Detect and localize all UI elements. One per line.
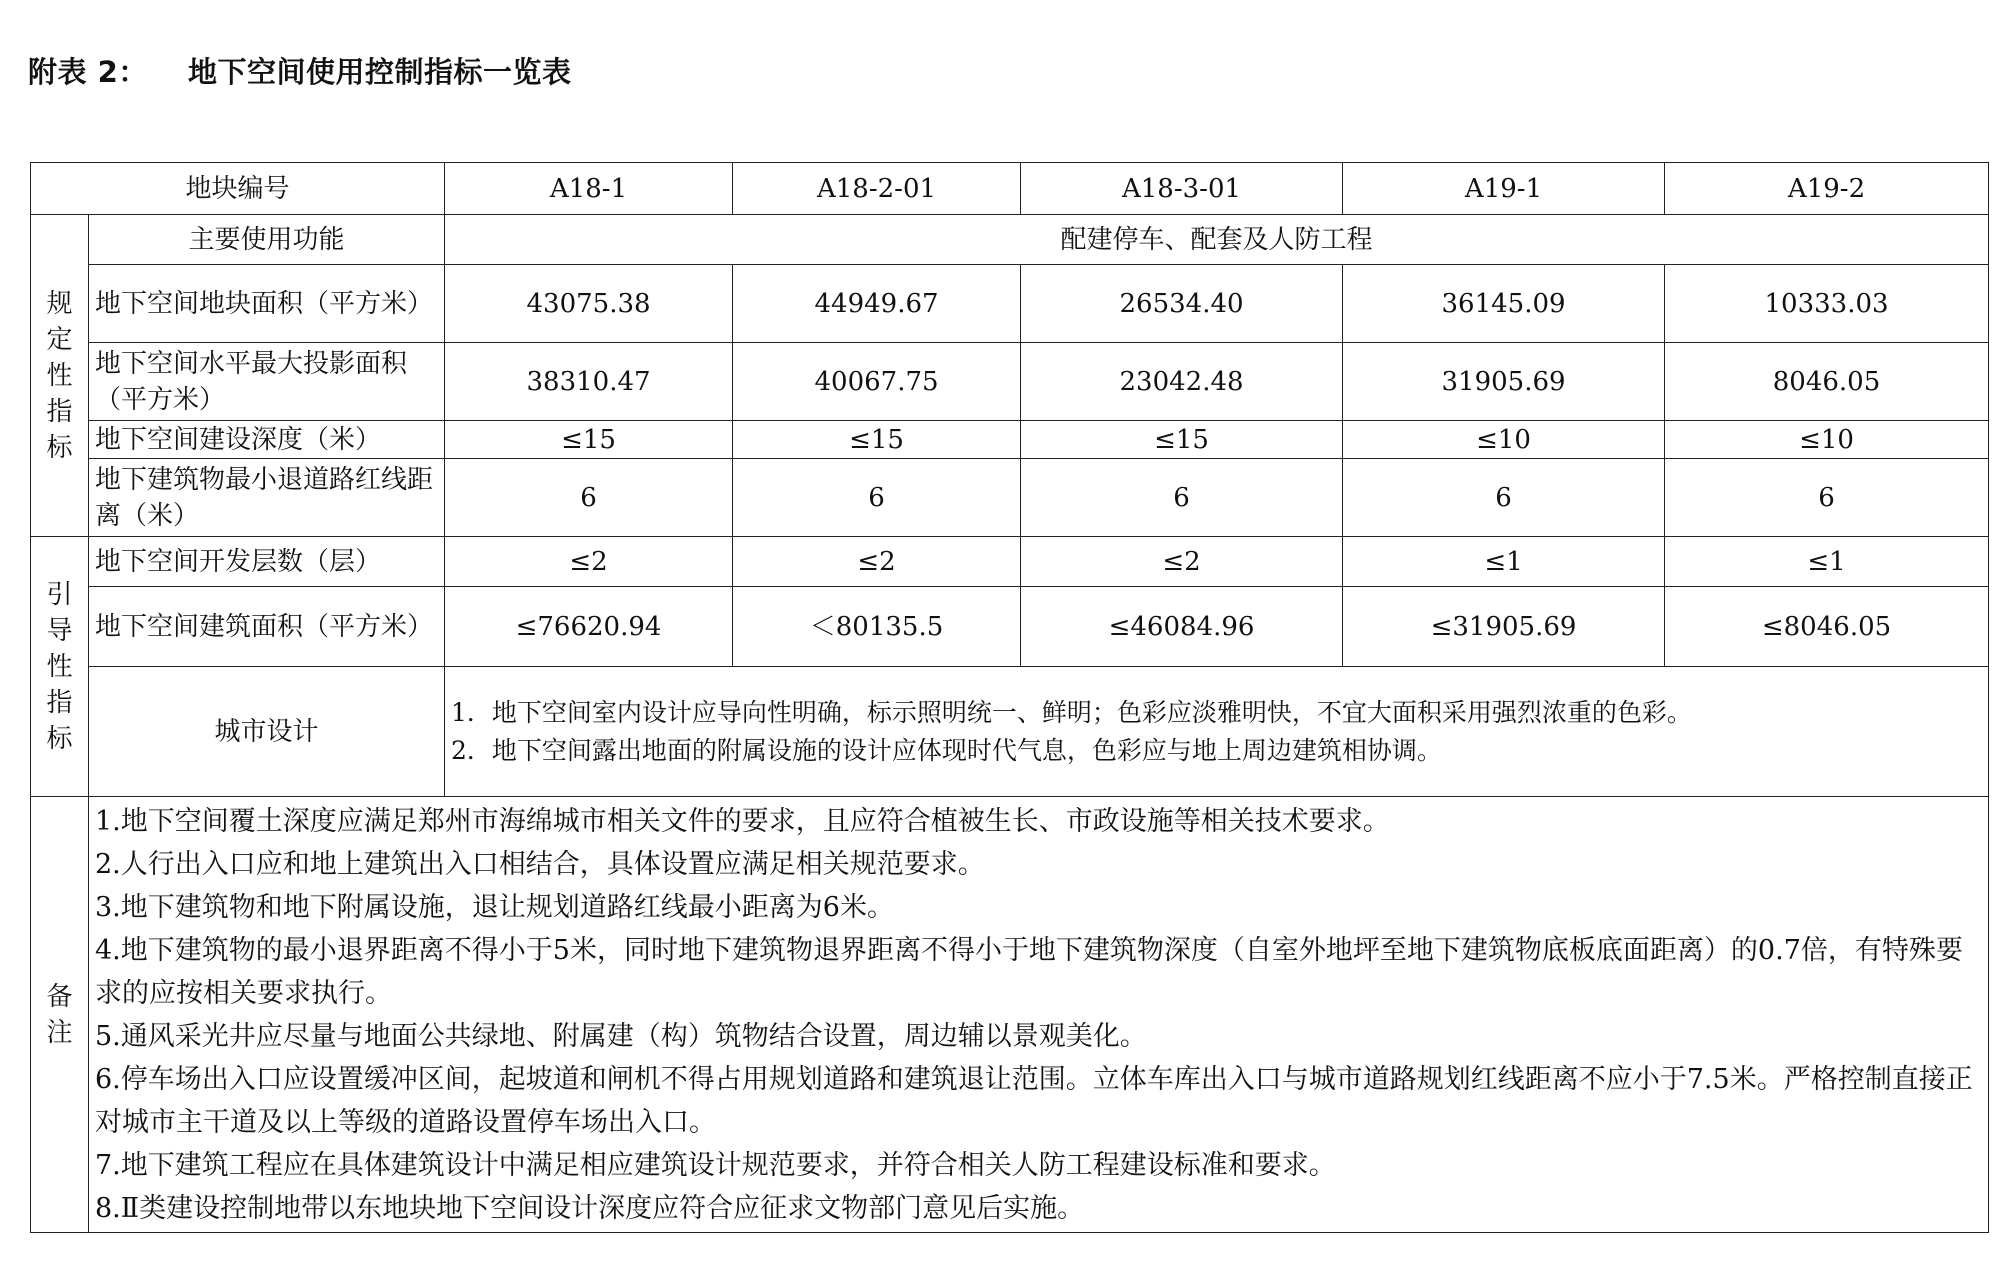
remark-item: 5.通风采光井应尽量与地面公共绿地、附属建（构）筑物结合设置，周边辅以景观美化。: [95, 1020, 1147, 1052]
table-row: [31, 215, 1989, 265]
cell-value: 6: [445, 459, 733, 537]
cell-value: 40067.75: [733, 343, 1021, 421]
remarks-row: [31, 797, 1989, 1233]
cell-value: 6: [733, 459, 1021, 537]
cell-value: ≤46084.96: [1021, 587, 1343, 667]
control-index-table: [30, 162, 1989, 1233]
mandatory-group-label: 规 定 性 指 标: [31, 215, 89, 537]
header-row: [31, 163, 1989, 215]
row-label: 地下空间建设深度（米）: [89, 421, 445, 459]
plot-header: A19-2: [1665, 163, 1989, 215]
main-function-value: 配建停车、配套及人防工程: [445, 215, 1989, 265]
title-text: 地下空间使用控制指标一览表: [188, 55, 572, 89]
urban-design-text: [445, 667, 1989, 797]
remark-item: 7.地下建筑工程应在具体建筑设计中满足相应建筑设计规范要求，并符合相关人防工程建设标准和要求。: [95, 1149, 1336, 1181]
remark-item: 2.人行出入口应和地上建筑出入口相结合，具体设置应满足相关规范要求。: [95, 848, 985, 880]
remark-item: 6.停车场出入口应设置缓冲区间，起坡道和闸机不得占用规划道路和建筑退让范围。立体车库出入口与城市道路规划红线距离不应小于7.5米。严格控制直接正对城市主干道及以上等级的道路设置停车场出入口。: [95, 1063, 1973, 1138]
cell-value: ≤1: [1343, 537, 1665, 587]
table-row: [31, 265, 1989, 343]
remarks-text: [89, 797, 1989, 1233]
table-row: [31, 667, 1989, 797]
remark-item: 1.地下空间覆土深度应满足郑州市海绵城市相关文件的要求，且应符合植被生长、市政设施等相关技术要求。: [95, 805, 1390, 837]
cell-value: 6: [1343, 459, 1665, 537]
appendix-label: 附表 2：: [28, 55, 148, 89]
cell-value: 31905.69: [1343, 343, 1665, 421]
plot-header: A18-1: [445, 163, 733, 215]
table-row: [31, 459, 1989, 537]
cell-value: ≤15: [1021, 421, 1343, 459]
row-label: 地下建筑物最小退道路红线距离（米）: [89, 459, 445, 537]
row-label: 地下空间水平最大投影面积（平方米）: [89, 343, 445, 421]
cell-value: 38310.47: [445, 343, 733, 421]
remark-item: 8.Ⅱ类建设控制地带以东地块地下空间设计深度应符合应征求文物部门意见后实施。: [95, 1192, 1085, 1224]
plot-header: A19-1: [1343, 163, 1665, 215]
cell-value: ≤15: [445, 421, 733, 459]
cell-value: ≤8046.05: [1665, 587, 1989, 667]
urban-design-item: 1．地下空间室内设计应导向性明确，标示照明统一、鲜明；色彩应淡雅明快，不宜大面积采用强烈浓重的色彩。: [451, 697, 1692, 727]
cell-value: 6: [1665, 459, 1989, 537]
document-title: [28, 50, 572, 91]
cell-value: ＜80135.5: [733, 587, 1021, 667]
cell-value: ≤2: [445, 537, 733, 587]
cell-value: ≤15: [733, 421, 1021, 459]
cell-value: ≤2: [733, 537, 1021, 587]
plot-number-header: 地块编号: [31, 163, 445, 215]
urban-design-item: 2．地下空间露出地面的附属设施的设计应体现时代气息，色彩应与地上周边建筑相协调。: [451, 735, 1442, 765]
table-row: [31, 343, 1989, 421]
remark-item: 4.地下建筑物的最小退界距离不得小于5米，同时地下建筑物退界距离不得小于地下建筑物深度（自室外地坪至地下建筑物底板底面距离）的0.7倍，有特殊要求的应按相关要求执行。: [95, 934, 1963, 1009]
remarks-group-label: 备 注: [31, 797, 89, 1233]
plot-header: A18-2-01: [733, 163, 1021, 215]
row-label: 地下空间地块面积（平方米）: [89, 265, 445, 343]
cell-value: 6: [1021, 459, 1343, 537]
table-row: [31, 587, 1989, 667]
table-row: [31, 421, 1989, 459]
cell-value: ≤10: [1343, 421, 1665, 459]
row-label: 主要使用功能: [89, 215, 445, 265]
cell-value: ≤31905.69: [1343, 587, 1665, 667]
guiding-group-label: 引 导 性 指 标: [31, 537, 89, 797]
urban-design-label: 城市设计: [89, 667, 445, 797]
remark-item: 3.地下建筑物和地下附属设施，退让规划道路红线最小距离为6米。: [95, 891, 894, 923]
cell-value: 26534.40: [1021, 265, 1343, 343]
plot-header: A18-3-01: [1021, 163, 1343, 215]
cell-value: 8046.05: [1665, 343, 1989, 421]
cell-value: ≤76620.94: [445, 587, 733, 667]
row-label: 地下空间建筑面积（平方米）: [89, 587, 445, 667]
cell-value: ≤10: [1665, 421, 1989, 459]
cell-value: ≤1: [1665, 537, 1989, 587]
cell-value: 43075.38: [445, 265, 733, 343]
cell-value: ≤2: [1021, 537, 1343, 587]
cell-value: 23042.48: [1021, 343, 1343, 421]
cell-value: 36145.09: [1343, 265, 1665, 343]
cell-value: 10333.03: [1665, 265, 1989, 343]
table-row: [31, 537, 1989, 587]
row-label: 地下空间开发层数（层）: [89, 537, 445, 587]
cell-value: 44949.67: [733, 265, 1021, 343]
